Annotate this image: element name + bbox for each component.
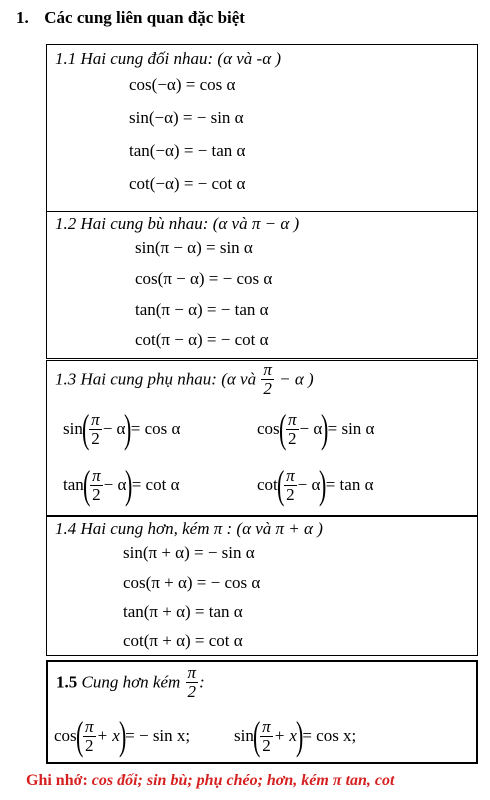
formula-line: sin(−α) = − sin α bbox=[129, 108, 244, 127]
section-1-5-title: 1.5 Cung hơn kém $\frac{\pi}{2}$ : bbox=[56, 663, 205, 701]
formula-sin-half-pi: sin( $\frac{\pi}{2}$ + x)= cos x; bbox=[234, 713, 357, 758]
section-1-3-title: 1.3 Hai cung phụ nhau: (α và $\frac{\pi}{2}$ − α ) bbox=[55, 360, 314, 398]
formula-line: sin(π − α) = sin α bbox=[135, 238, 253, 257]
formula-sin-complement: sin( $\frac{\pi}{2}$ − α)= cos α bbox=[63, 406, 181, 451]
fraction-pi-over-2: $\frac{\pi}{2}$ bbox=[263, 360, 272, 398]
heading-text: Các cung liên quan đặc biệt bbox=[44, 8, 245, 27]
formula-line: cos(−α) = cos α bbox=[129, 75, 236, 94]
box-half-pi-difference bbox=[46, 660, 478, 764]
box-complementary-angles bbox=[46, 360, 478, 516]
section-1-2-title: 1.2 Hai cung bù nhau: (α và π − α ) bbox=[55, 214, 300, 233]
formula-cos-complement: cos( $\frac{\pi}{2}$ − α)= sin α bbox=[257, 406, 375, 451]
formula-tan-complement: tan( $\frac{\pi}{2}$ − α)= cot α bbox=[63, 462, 180, 507]
note-label: Ghi nhớ: bbox=[26, 772, 88, 789]
formula-line: cos(π − α) = − cos α bbox=[135, 269, 273, 288]
formula-line: cot(π − α) = − cot α bbox=[135, 330, 269, 349]
fraction-pi-over-2: $\frac{\pi}{2}$ bbox=[187, 663, 197, 701]
box-supplementary-angles bbox=[46, 211, 478, 359]
formula-line: cot(−α) = − cot α bbox=[129, 174, 246, 193]
formula-line: sin(π + α) = − sin α bbox=[123, 543, 255, 562]
section-heading bbox=[16, 8, 245, 28]
formula-cot-complement: cot( $\frac{\pi}{2}$ − α)= tan α bbox=[257, 462, 374, 507]
formula-cos-half-pi: cos( $\frac{\pi}{2}$ + x)= − sin x; bbox=[54, 713, 191, 758]
formula-line: tan(π + α) = tan α bbox=[123, 602, 243, 621]
formula-line: cos(π + α) = − cos α bbox=[123, 573, 261, 592]
formula-line: tan(−α) = − tan α bbox=[129, 141, 246, 160]
mnemonic-note bbox=[26, 772, 394, 790]
section-1-4-title: 1.4 Hai cung hơn, kém π : (α và π + α ) bbox=[55, 519, 323, 538]
box-pi-difference bbox=[46, 516, 478, 656]
section-1-1-title: 1.1 Hai cung đối nhau: (α và -α ) bbox=[55, 49, 282, 68]
formula-line: tan(π − α) = − tan α bbox=[135, 300, 269, 319]
box-opposite-angles bbox=[46, 44, 478, 212]
heading-number: 1. bbox=[16, 8, 29, 27]
formula-line: cot(π + α) = cot α bbox=[123, 631, 243, 650]
note-text: cos đối; sin bù; phụ chéo; hơn, kém π tan, cot bbox=[91, 772, 395, 789]
